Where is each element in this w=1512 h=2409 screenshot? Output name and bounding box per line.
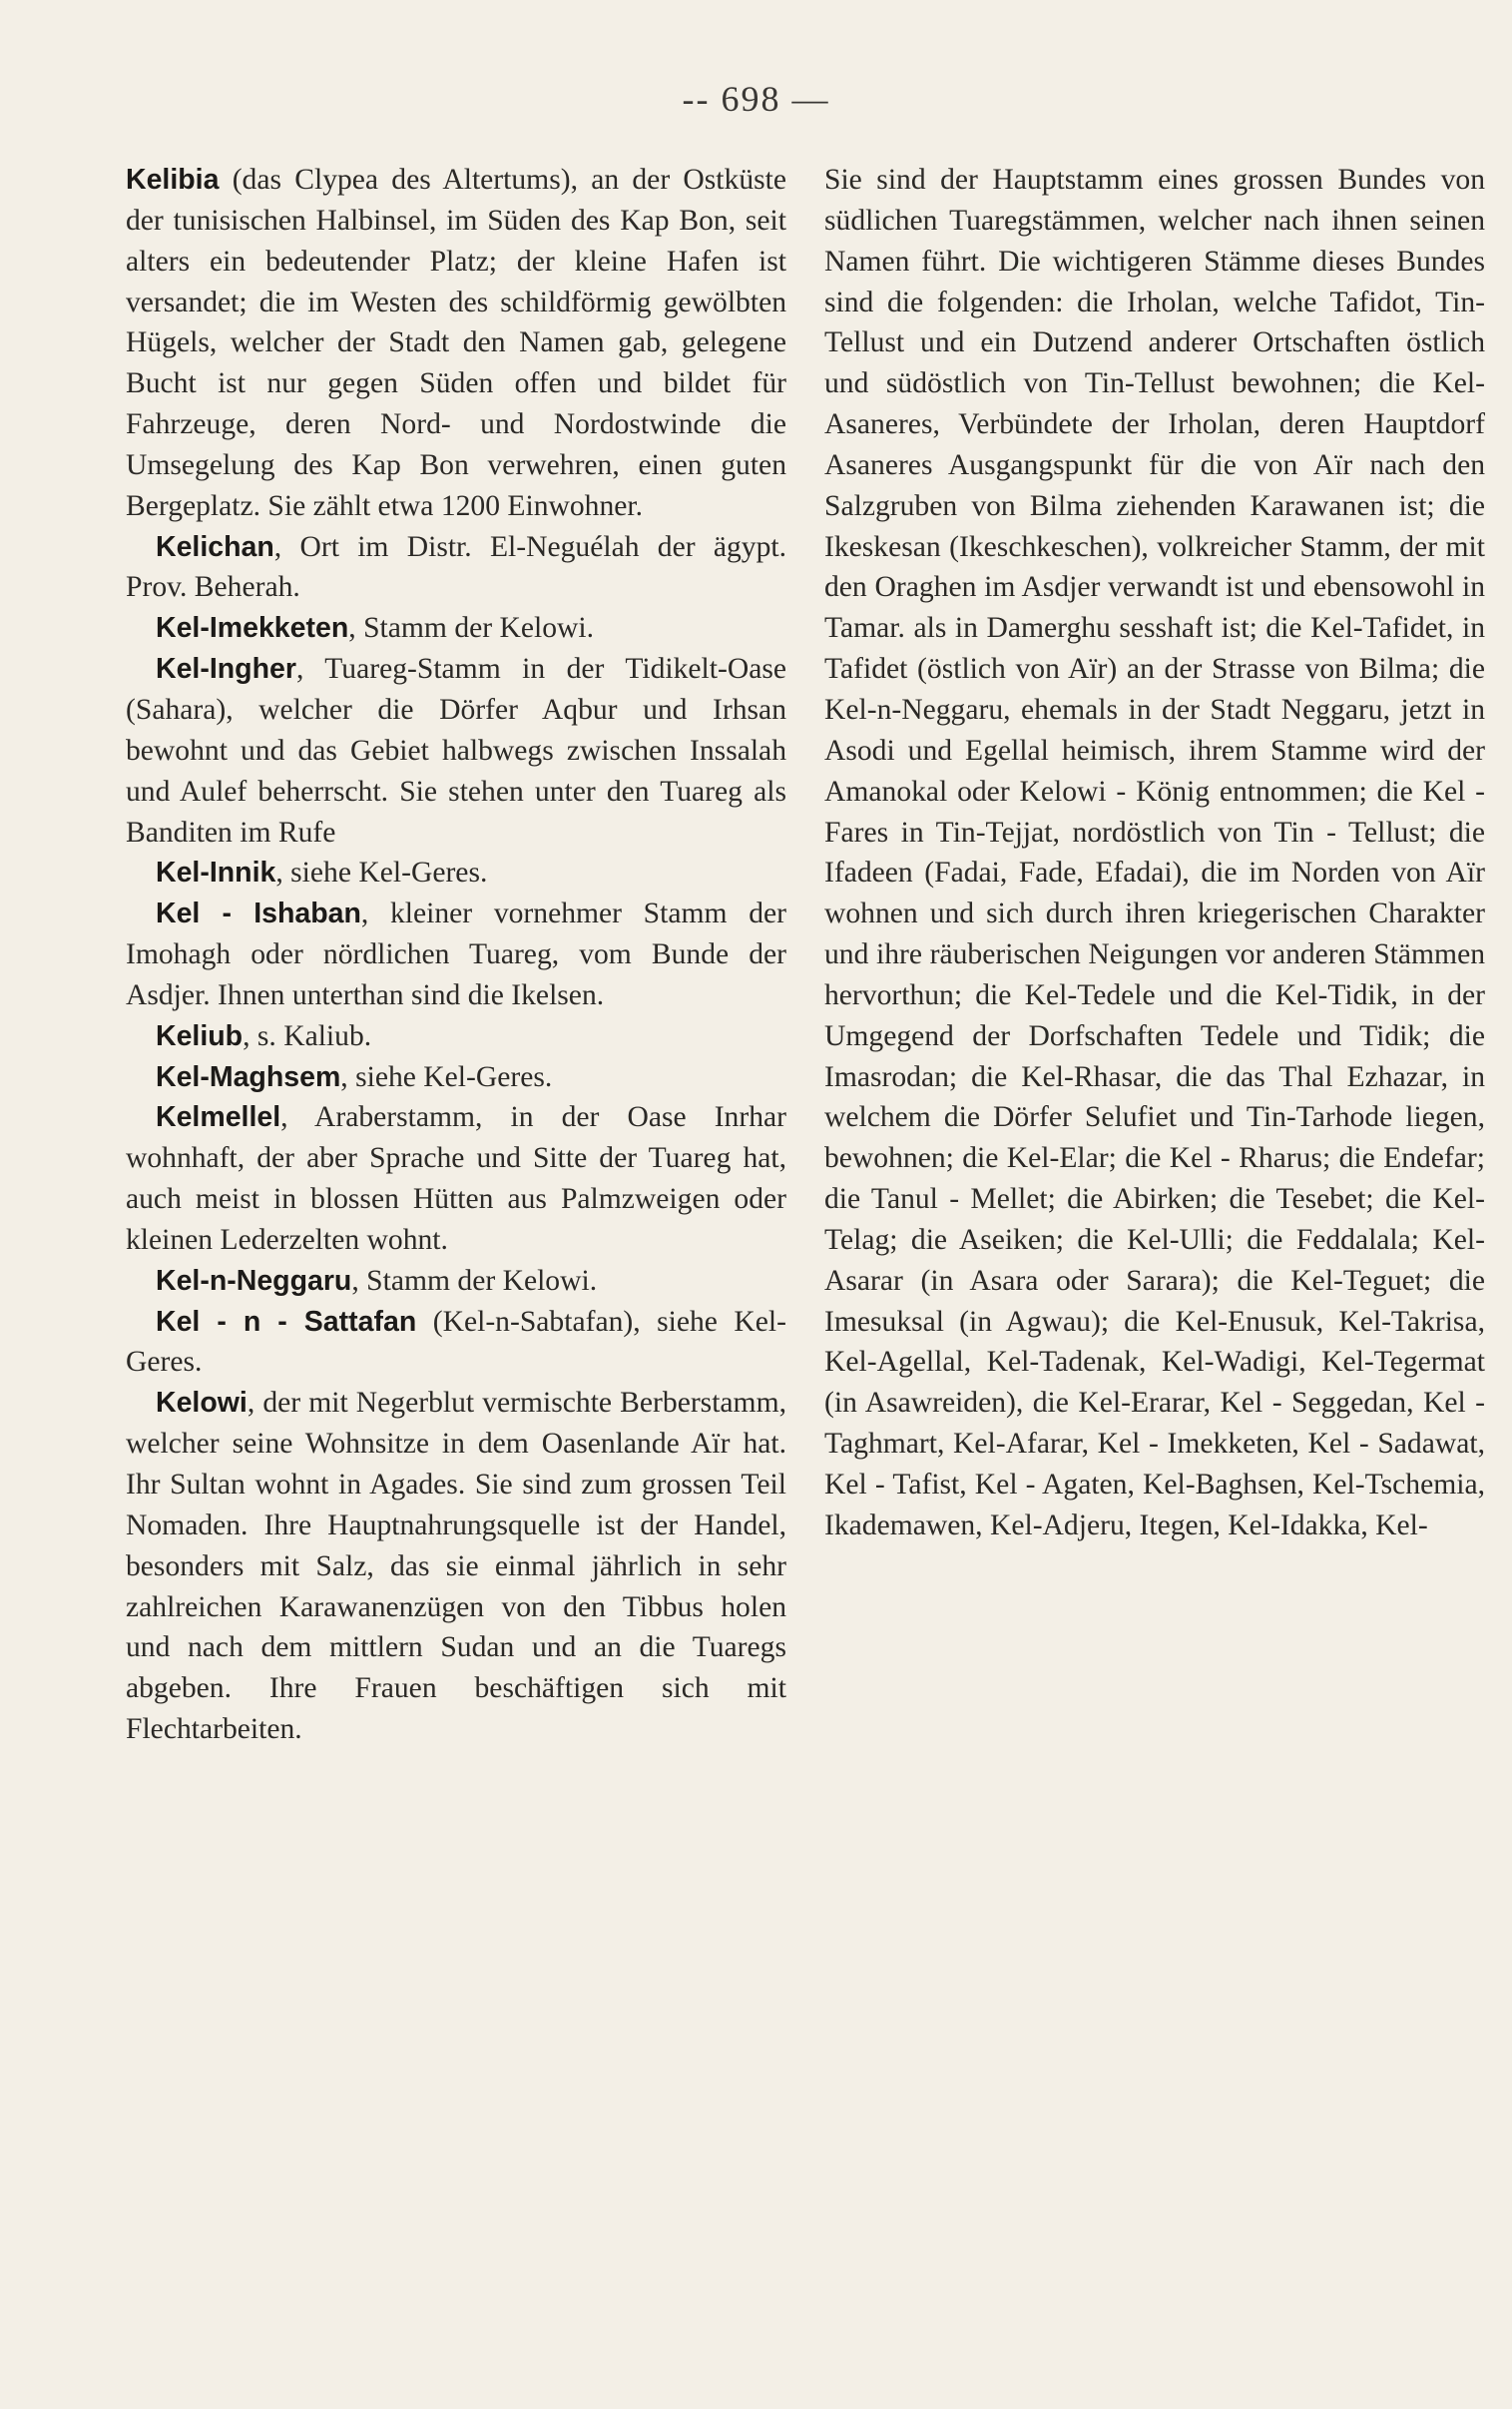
entry-text: (das Clypea des Altertums), an der Ostküste der tunisischen Halbinsel, im Süden des Kap Bon, seit alters ein bedeutender Platz; der kleine Hafen ist versandet; die im Westen des schildförmig gewölbten Hügels, welcher der Stadt den Namen gab, gelegene Bucht ist nur gegen Süden offen und bildet für Fahrzeuge, deren Nord- und Nordostwinde die Umsegelung des Kap Bon verwehren, einen guten Bergeplatz. Sie zählt etwa 1200 Einwohner.: [126, 164, 786, 522]
entry-text: , Araberstamm, in der Oase Inrhar wohnhaft, der aber Sprache und Sitte der Tuareg hat, auch meist in blossen Hütten aus Palmzweigen oder kleinen Lederzelten wohnt.: [126, 1101, 786, 1256]
entry-kel-n-neggaru: [126, 1261, 786, 1302]
entry-kelibia: [126, 160, 786, 527]
entry-text: (Kel-n-Sabtafan), siehe Kel-Geres.: [126, 1305, 787, 1379]
entry-term: Kel-Innik: [156, 857, 276, 890]
entry-term: Kel - n - Sattafan: [156, 1305, 417, 1338]
entry-term: Kelichan: [156, 530, 274, 563]
entry-term: Kelmellel: [156, 1101, 281, 1134]
entry-kel-ishaban: [126, 894, 786, 1016]
entry-text: , der mit Negerblut vermischte Berberstamm, welcher seine Wohnsitze in dem Oasenlande Aïr hat. Ihr Sultan wohnt in Agades. Sie sind zum grossen Teil Nomaden. Ihre Hauptnahrungsquelle ist der Handel, besonders mit Salz, das sie einmal jährlich in sehr zahlreichen Karawanenzügen von den Tibbus holen und nach dem mittlern Sudan und an die Tuaregs abgeben. Ihre Frauen beschäftigen sich mit Flechtarbeiten.: [126, 1387, 786, 1746]
entry-text: , siehe Kel-Geres.: [340, 1060, 553, 1093]
entry-kelowi: [126, 1383, 786, 1750]
entry-kel-innik: [126, 853, 786, 894]
entry-text: , Stamm der Kelowi.: [351, 1264, 598, 1297]
entry-kelowi-continued: Sie sind der Hauptstamm eines grossen Bundes von südlichen Tuaregstämmen, welcher nach ihnen seinen Namen führt. Die wichtigeren Stämme dieses Bundes sind die folgenden: die Irholan, welche Tafidot, Tin-Tellust und ein Dutzend anderer Ortschaften östlich und südöstlich von Tin-Tellust bewohnen; die Kel-Asaneres, Verbündete der Irholan, deren Hauptdorf Asaneres Ausgangspunkt für die von Aïr nach den Salzgruben von Bilma ziehenden Karawanen ist; die Ikeskesan (Ikeschkeschen), volkreicher Stamm, der mit den Oraghen im Asdjer verwandt ist und ebensowohl in Tamar. als in Damerghu sesshaft ist; die Kel-Tafidet, in Tafidet (östlich von Aïr) an der Strasse von Bilma; die Kel-n-Neggaru, ehemals in der Stadt Neggaru, jetzt in Asodi und Egellal heimisch, ihrem Stamme wird der Amanokal oder Kelowi - König entnommen; die Kel - Fares in Tin-Tejjat, nordöstlich von Tin - Tellust; die Ifadeen (Fadai, Fade, Efadai), die im Norden von Aïr wohnen und sich durch ihren kriegerischen Charakter und ihre räuberischen Neigungen vor anderen Stämmen hervorthun; die Kel-Tedele und die Kel-Tidik, in der Umgegend der Dorfschaften Tedele und Tidik; die Imasrodan; die Kel-Rhasar, die das Thal Ezhazar, in welchem die Dörfer Selufiet und Tin-Tarhode liegen, bewohnen; die Kel-Elar; die Kel - Rharus; die Endefar; die Tanul - Mellet; die Abirken; die Tesebet; die Kel-Telag; die Aseiken; die Kel-Ulli; die Feddalala; Kel-Asarar (in Asara oder Sarara); die Kel-Teguet; die Imesuksal (in Agwau); die Kel-Enusuk, Kel-Takrisa, Kel-Agellal, Kel-Tadenak, Kel-Wadigi, Kel-Tegermat (in Asawreiden), die Kel-Erarar, Kel - Seggedan, Kel - Taghmart, Kel-Afarar, Kel - Imekketen, Kel - Sadawat, Kel - Tafist, Kel - Agaten, Kel-Baghsen, Kel-Tschemia, Ikademawen, Kel-Adjeru, Itegen, Kel-Idakka, Kel-: [824, 164, 1485, 1541]
entry-kel-imekketen: [126, 608, 786, 649]
entry-term: Kel-Ingher: [156, 653, 296, 686]
entry-text: , kleiner vornehmer Stamm der Imohagh oder nördlichen Tuareg, vom Bunde der Asdjer. Ihnen unterthan sind die Ikelsen.: [126, 898, 786, 1011]
entry-kel-n-sattafan: [126, 1302, 786, 1384]
right-column: [824, 160, 1485, 1546]
entry-term: Kel-Imekketen: [156, 612, 349, 645]
entry-text: , Tuareg-Stamm in der Tidikelt-Oase (Sahara), welcher die Dörfer Aqbur und Irhsan bewohnt und das Gebiet halbwegs zwischen Inssalah und Aulef beherrscht. Sie stehen unter den Tuareg als Banditen im Rufe: [126, 653, 786, 849]
entry-term: Kel - Ishaban: [156, 898, 361, 930]
entry-term: Kel-n-Neggaru: [156, 1264, 352, 1297]
entry-kelichan: [126, 527, 786, 609]
entry-text: , Stamm der Kelowi.: [348, 612, 595, 645]
entry-term: Kel-Maghsem: [156, 1060, 341, 1093]
entry-term: Kelibia: [126, 164, 220, 196]
left-column: [126, 160, 786, 1750]
entry-text: , s. Kaliub.: [243, 1019, 372, 1052]
entry-term: Keliub: [156, 1019, 244, 1052]
entry-kel-ingher: [126, 649, 786, 853]
page-number: -- 698 —: [682, 79, 830, 119]
entry-term: Kelowi: [156, 1387, 248, 1420]
entry-text: , Ort im Distr. El-Neguélah der ägypt. Prov. Beherah.: [126, 530, 786, 604]
entry-kelmellel: [126, 1097, 786, 1260]
entry-keliub: [126, 1016, 786, 1057]
entry-kel-maghsem: [126, 1057, 786, 1098]
entry-text: , siehe Kel-Geres.: [275, 857, 488, 890]
